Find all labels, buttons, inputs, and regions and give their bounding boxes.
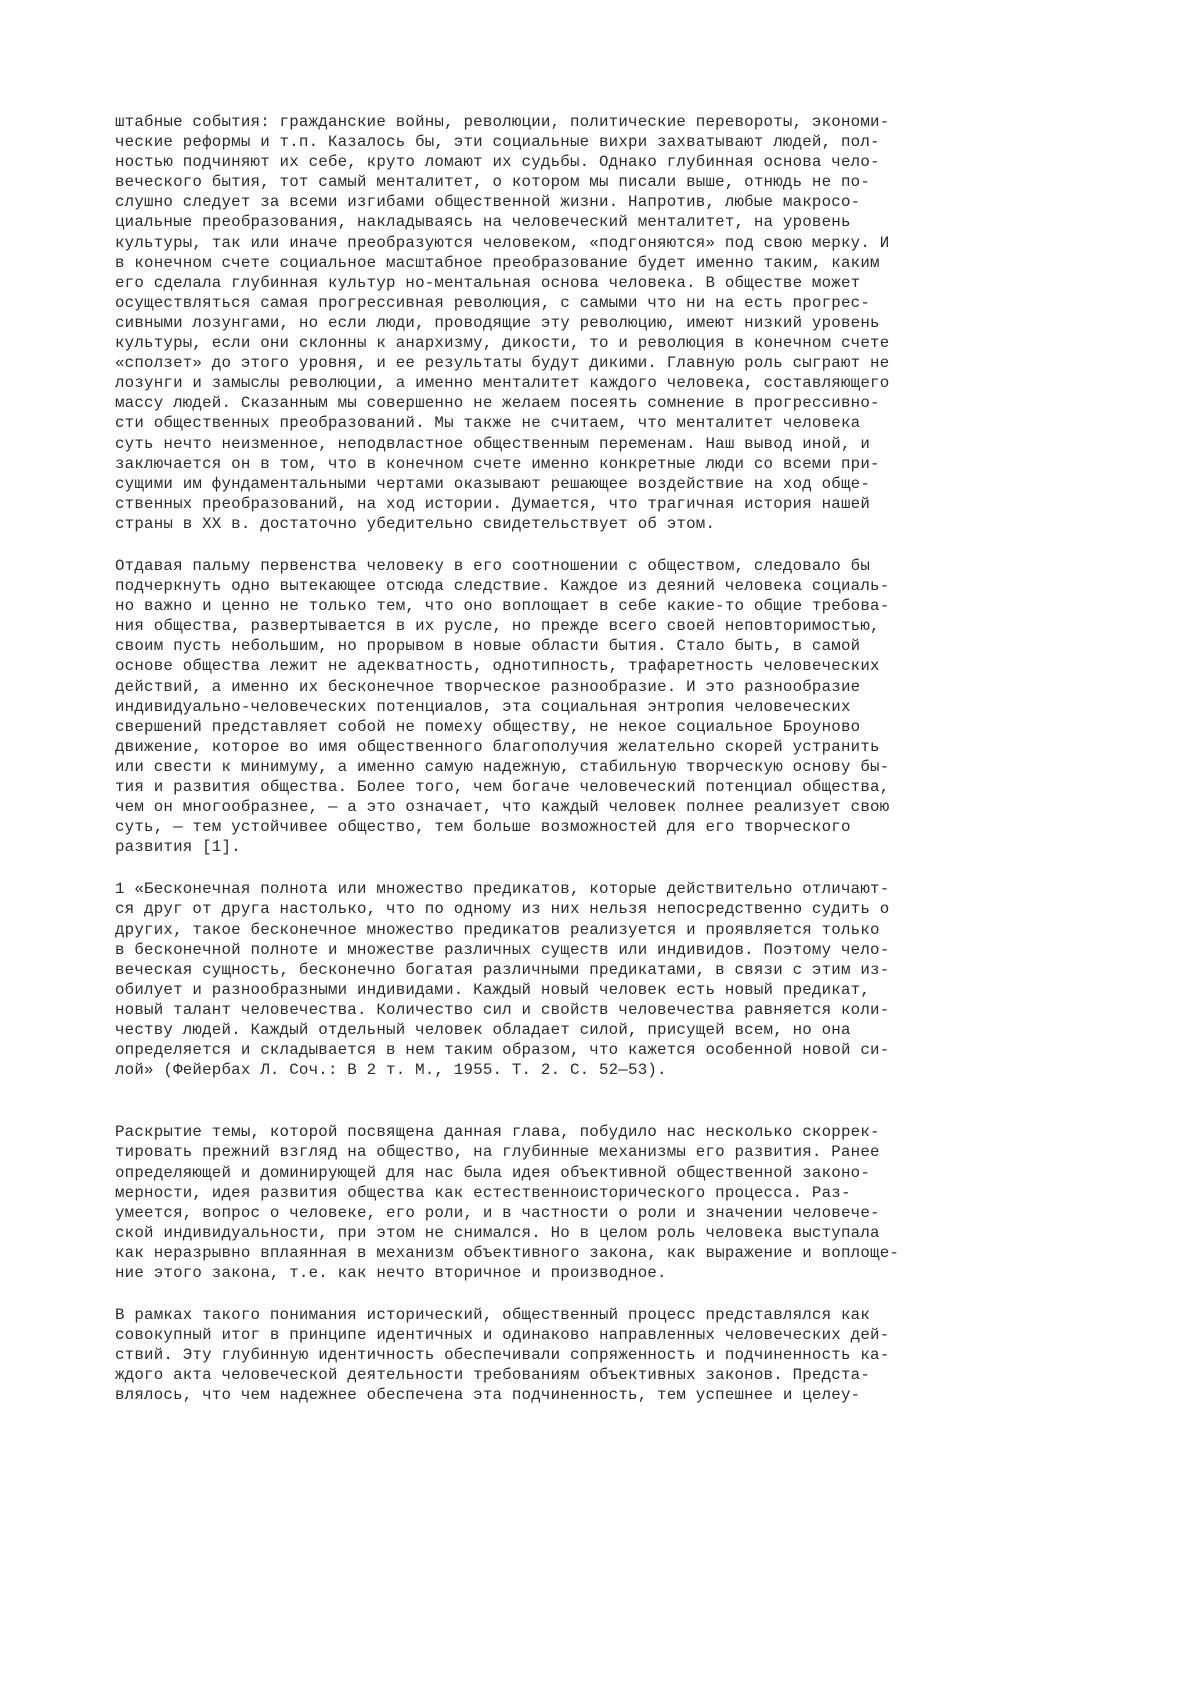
text-line: мерности, идея развития общества как естественноисторического процесса. Раз- [115, 1183, 851, 1202]
paragraph-spacer [115, 1283, 1105, 1305]
text-line: сивными лозунгами, но если люди, проводящие эту революцию, имеют низкий уровень [115, 313, 880, 332]
body-paragraph-revolution [115, 112, 1105, 534]
text-line: в конечном счете социальное масштабное преобразование будет именно таким, каким [115, 253, 880, 272]
text-line: движение, которое во имя общественного благополучия желательно скорей устранить [115, 737, 880, 756]
text-line: тия и развития общества. Более того, чем богаче человеческий потенциал общества, [115, 778, 890, 796]
text-line: «сползет» до этого уровня, и ее результаты будут дикими. Главную роль сыграют не [115, 354, 890, 373]
text-line: в бесконечной полноте и множестве различных существ или индивидов. Поэтому чело- [115, 940, 890, 959]
body-paragraph-diversity [115, 556, 1105, 857]
text-line: обилует и разнообразными индивидами. Каждый новый человек есть новый предикат, [115, 980, 871, 999]
paragraph-spacer [115, 857, 1105, 879]
text-line: ностью подчиняют их себе, круто ломают их судьбы. Однако глубинная основа чело- [115, 153, 880, 172]
text-line: веческого бытия, тот самый менталитет, о котором мы писали выше, отнюдь не по- [115, 173, 871, 192]
document-page [115, 112, 1105, 1406]
text-line: суть, — тем устойчивее общество, тем больше возможностей для его творческого [115, 818, 851, 837]
text-line: чем он многообразнее, — а это означает, что каждый человек полнее реализует свою [115, 798, 890, 817]
text-line: культуры, если они склонны к анархизму, дикости, то и революция в конечном счете [115, 334, 890, 353]
text-line: новый талант человечества. Количество сил и свойств человечества равняется коли- [115, 1000, 890, 1019]
section-spacer [115, 1080, 1105, 1122]
text-line: как неразрывно вплаянная в механизм объективного закона, как выражение и воплоще- [115, 1243, 900, 1262]
text-line: лозунги и замыслы революции, а именно менталитет каждого человека, составляющего [115, 374, 890, 393]
text-line: ствий. Эту глубинную идентичность обеспечивали сопряженность и подчиненность ка- [115, 1346, 890, 1365]
text-line: Отдавая пальму первенства человеку в его соотношении с обществом, следовало бы [115, 556, 871, 575]
text-line: ждого акта человеческой деятельности требованиям объективных законов. Предста- [115, 1366, 871, 1385]
text-line: ческие реформы и т.п. Казалось бы, эти социальные вихри захватывают людей, пол- [115, 133, 880, 152]
text-line: циальные преобразования, накладываясь на человеческий менталитет, на уровень [115, 213, 851, 232]
text-line: веческая сущность, бесконечно богатая различными предикатами, в связи с этим из- [115, 960, 890, 979]
text-line: ния общества, развертывается в их русле, но прежде всего своей неповторимостью, [115, 617, 880, 636]
text-line: осуществляться самая прогрессивная революция, с самыми что ни на есть прогрес- [115, 293, 871, 312]
text-line: лой» (Фейербах Л. Соч.: В 2 т. М., 1955. Т. 2. С. 52—53). [115, 1061, 667, 1080]
text-line: действий, а именно их бесконечное творческое разнообразие. И это разнообразие [115, 677, 861, 696]
text-line: основе общества лежит не адекватность, однотипность, трафаретность человеческих [115, 657, 880, 676]
paragraph-spacer [115, 534, 1105, 556]
text-line: определяющей и доминирующей для нас была идея объективной общественной законо- [115, 1163, 871, 1182]
text-line: заключается он в том, что в конечном счете именно конкретные люди со всеми при- [115, 454, 880, 473]
text-line: суть нечто неизменное, неподвластное общественным переменам. Наш вывод иной, и [115, 434, 871, 453]
text-line: слушно следует за всеми изгибами общественной жизни. Напротив, любые макросо- [115, 193, 861, 212]
text-line: культуры, так или иначе преобразуются человеком, «подгоняются» под свою мерку. И [115, 233, 890, 252]
text-line: В рамках такого понимания исторический, общественный процесс представлялся как [115, 1306, 871, 1325]
footnote-feuerbach [115, 879, 1105, 1080]
body-paragraph-historical-process [115, 1305, 1105, 1405]
text-line: 1 «Бесконечная полнота или множество предикатов, которые действительно отличают- [115, 880, 890, 899]
text-line: подчеркнуть одно вытекающее отсюда следствие. Каждое из деяний человека социаль- [115, 577, 890, 596]
text-line: тировать прежний взгляд на общество, на глубинные механизмы его развития. Ранее [115, 1143, 880, 1162]
text-line: честву людей. Каждый отдельный человек обладает силой, присущей всем, но она [115, 1021, 851, 1040]
text-line: но важно и ценно не только тем, что оно воплощает в себе какие-то общие требова- [115, 597, 890, 616]
text-line: Раскрытие темы, которой посвящена данная глава, побудило нас несколько скоррек- [115, 1123, 880, 1142]
text-line: совокупный итог в принципе идентичных и одинаково направленных человеческих дей- [115, 1326, 890, 1345]
text-line: сти общественных преобразований. Мы также не считаем, что менталитет человека [115, 414, 861, 433]
text-line: страны в XX в. достаточно убедительно свидетельствует об этом. [115, 514, 716, 533]
text-line: своим пусть небольшим, но прорывом в новые области бытия. Стало быть, в самой [115, 637, 861, 656]
text-line: ственных преобразований, на ход истории. Думается, что трагичная история нашей [115, 494, 871, 513]
text-line: развития [1]. [115, 838, 241, 857]
text-line: свершений представляет собой не помеху обществу, не некое социальное Броуново [115, 717, 861, 736]
text-line: его сделала глубинная культур но-ментальная основа человека. В обществе может [115, 273, 861, 292]
body-paragraph-reconsideration [115, 1122, 1105, 1283]
text-line: определяется и складывается в нем таким образом, что кажется особенной новой си- [115, 1041, 890, 1060]
text-line: умеется, вопрос о человеке, его роли, и в частности о роли и значении человече- [115, 1203, 880, 1222]
text-line: ской индивидуальности, при этом не снимался. Но в целом роль человека выступала [115, 1223, 880, 1242]
text-line: штабные события: гражданские войны, революции, политические перевороты, экономи- [115, 113, 890, 131]
text-line: индивидуально-человеческих потенциалов, эта социальная энтропия человеческих [115, 697, 851, 716]
text-line: других, такое бесконечное множество предикатов реализуется и проявляется только [115, 920, 880, 939]
text-line: ся друг от друга настолько, что по одному из них нельзя непосредственно судить о [115, 900, 890, 919]
text-line: массу людей. Сказанным мы совершенно не желаем посеять сомнение в прогрессивно- [115, 394, 880, 413]
text-line: влялось, что чем надежнее обеспечена эта подчиненность, тем успешнее и целеу- [115, 1386, 861, 1405]
text-line: сущими им фундаментальными чертами оказывают решающее воздействие на ход обще- [115, 474, 871, 493]
text-line: или свести к минимуму, а именно самую надежную, стабильную творческую основу бы- [115, 757, 890, 776]
text-line: ние этого закона, т.е. как нечто вторичное и производное. [115, 1263, 667, 1282]
